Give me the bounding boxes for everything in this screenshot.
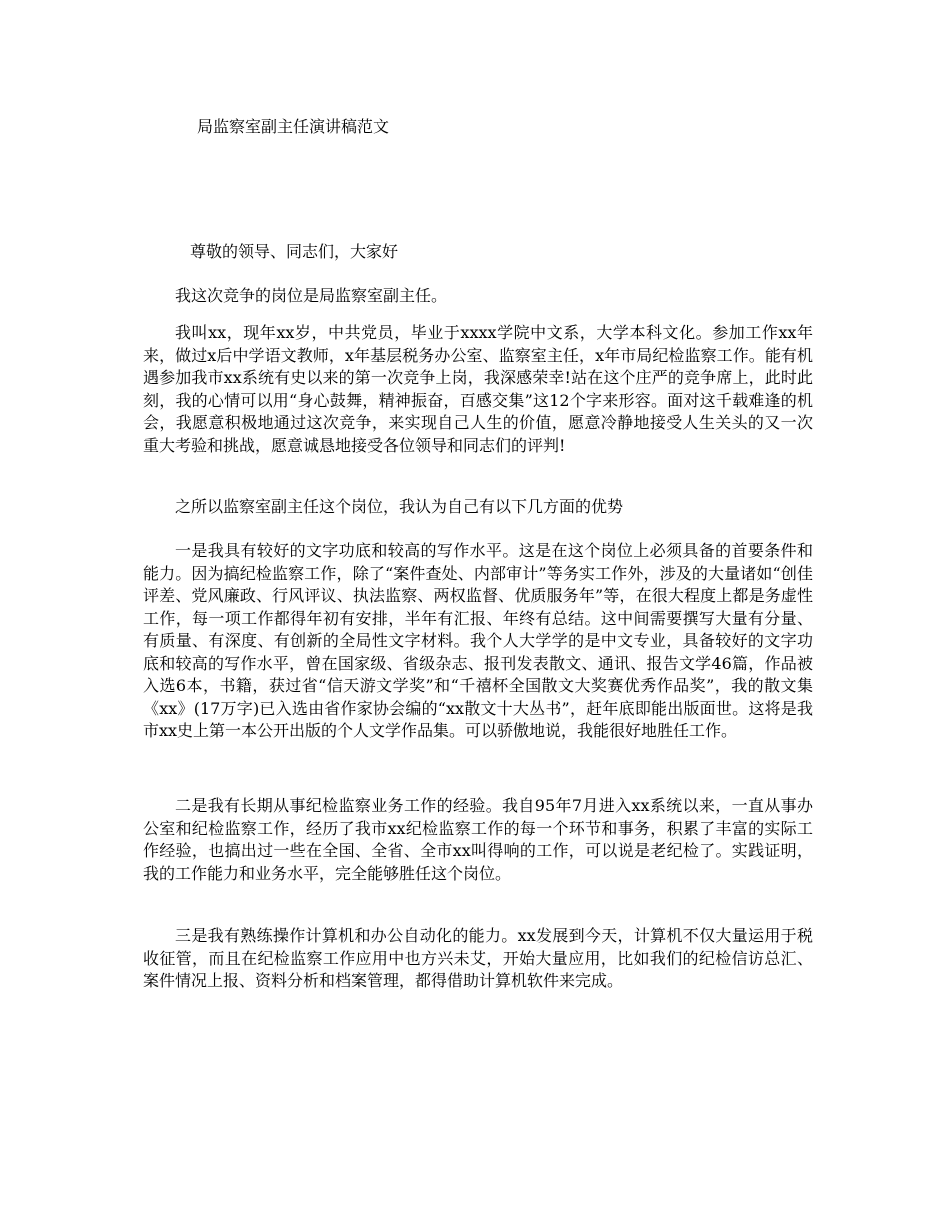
- paragraph-advantage-computer: 三是我有熟练操作计算机和办公自动化的能力。xx发展到今天，计算机不仅大量运用于税收征管，而且在纪检监察工作应用中也方兴未艾，开始大量应用，比如我们的纪检信访总汇、案件情况上报、资料分析和档案管理，都得借助计算机软件来完成。: [143, 926, 813, 990]
- paragraph-introduction: 我叫xx，现年xx岁，中共党员，毕业于xxxx学院中文系，大学本科文化。参加工作xx年来，做过x后中学语文教师，x年基层税务办公室、监察室主任，x年市局纪检监察工作。能有机遇参加我市xx系统有史以来的第一次竞争上岗，我深感荣幸!站在这个庄严的竞争席上，此时此刻，我的心情可以用“身心鼓舞，精神振奋，百感交集”这12个字来形容。面对这千载难逢的机会，我愿意积极地通过这次竞争，来实现自己人生的价值，愿意冷静地接受人生关头的又一次重大考验和挑战，愿意诚恳地接受各位领导和同志们的评判!: [143, 323, 813, 455]
- paragraph-position: 我这次竞争的岗位是局监察室副主任。: [175, 286, 448, 305]
- paragraph-advantages-intro: 之所以监察室副主任这个岗位，我认为自己有以下几方面的优势: [175, 497, 624, 516]
- document-title: 局监察室副主任演讲稿范文: [197, 117, 390, 136]
- paragraph-advantage-writing: 一是我具有较好的文字功底和较高的写作水平。这是在这个岗位上必须具备的首要条件和能力。因为搞纪检监察工作，除了“案件查处、内部审计”等务实工作外，涉及的大量诸如“创佳评差、党风廉政、行风评议、执法监察、两权监督、优质服务年”等，在很大程度上都是务虚性工作，每一项工作都得年初有安排，半年有汇报、年终有总结。这中间需要撰写大量有分量、有质量、有深度、有创新的全局性文字材料。我个人大学学的是中文专业，具备较好的文字功底和较高的写作水平，曾在国家级、省级杂志、报刊发表散文、通讯、报告文学46篇，作品被入选6本，书籍，获过省“信天游文学奖”和“千禧杯全国散文大奖赛优秀作品奖”，我的散文集《xx》(17万字)已入选由省作家协会编的“xx散文十大丛书”，赶年底即能出版面世。这将是我市xx史上第一本公开出版的个人文学作品集。可以骄傲地说，我能很好地胜任工作。: [143, 541, 813, 740]
- paragraph-advantage-experience: 二是我有长期从事纪检监察业务工作的经验。我自95年7月进入xx系统以来，一直从事办公室和纪检监察工作，经历了我市xx纪检监察工作的每一个环节和事务，积累了丰富的实际工作经验，也搞出过一些在全国、全省、全市xx叫得响的工作，可以说是老纪检了。实践证明，我的工作能力和业务水平，完全能够胜任这个岗位。: [143, 796, 813, 883]
- greeting-line: 尊敬的领导、同志们，大家好: [190, 242, 399, 261]
